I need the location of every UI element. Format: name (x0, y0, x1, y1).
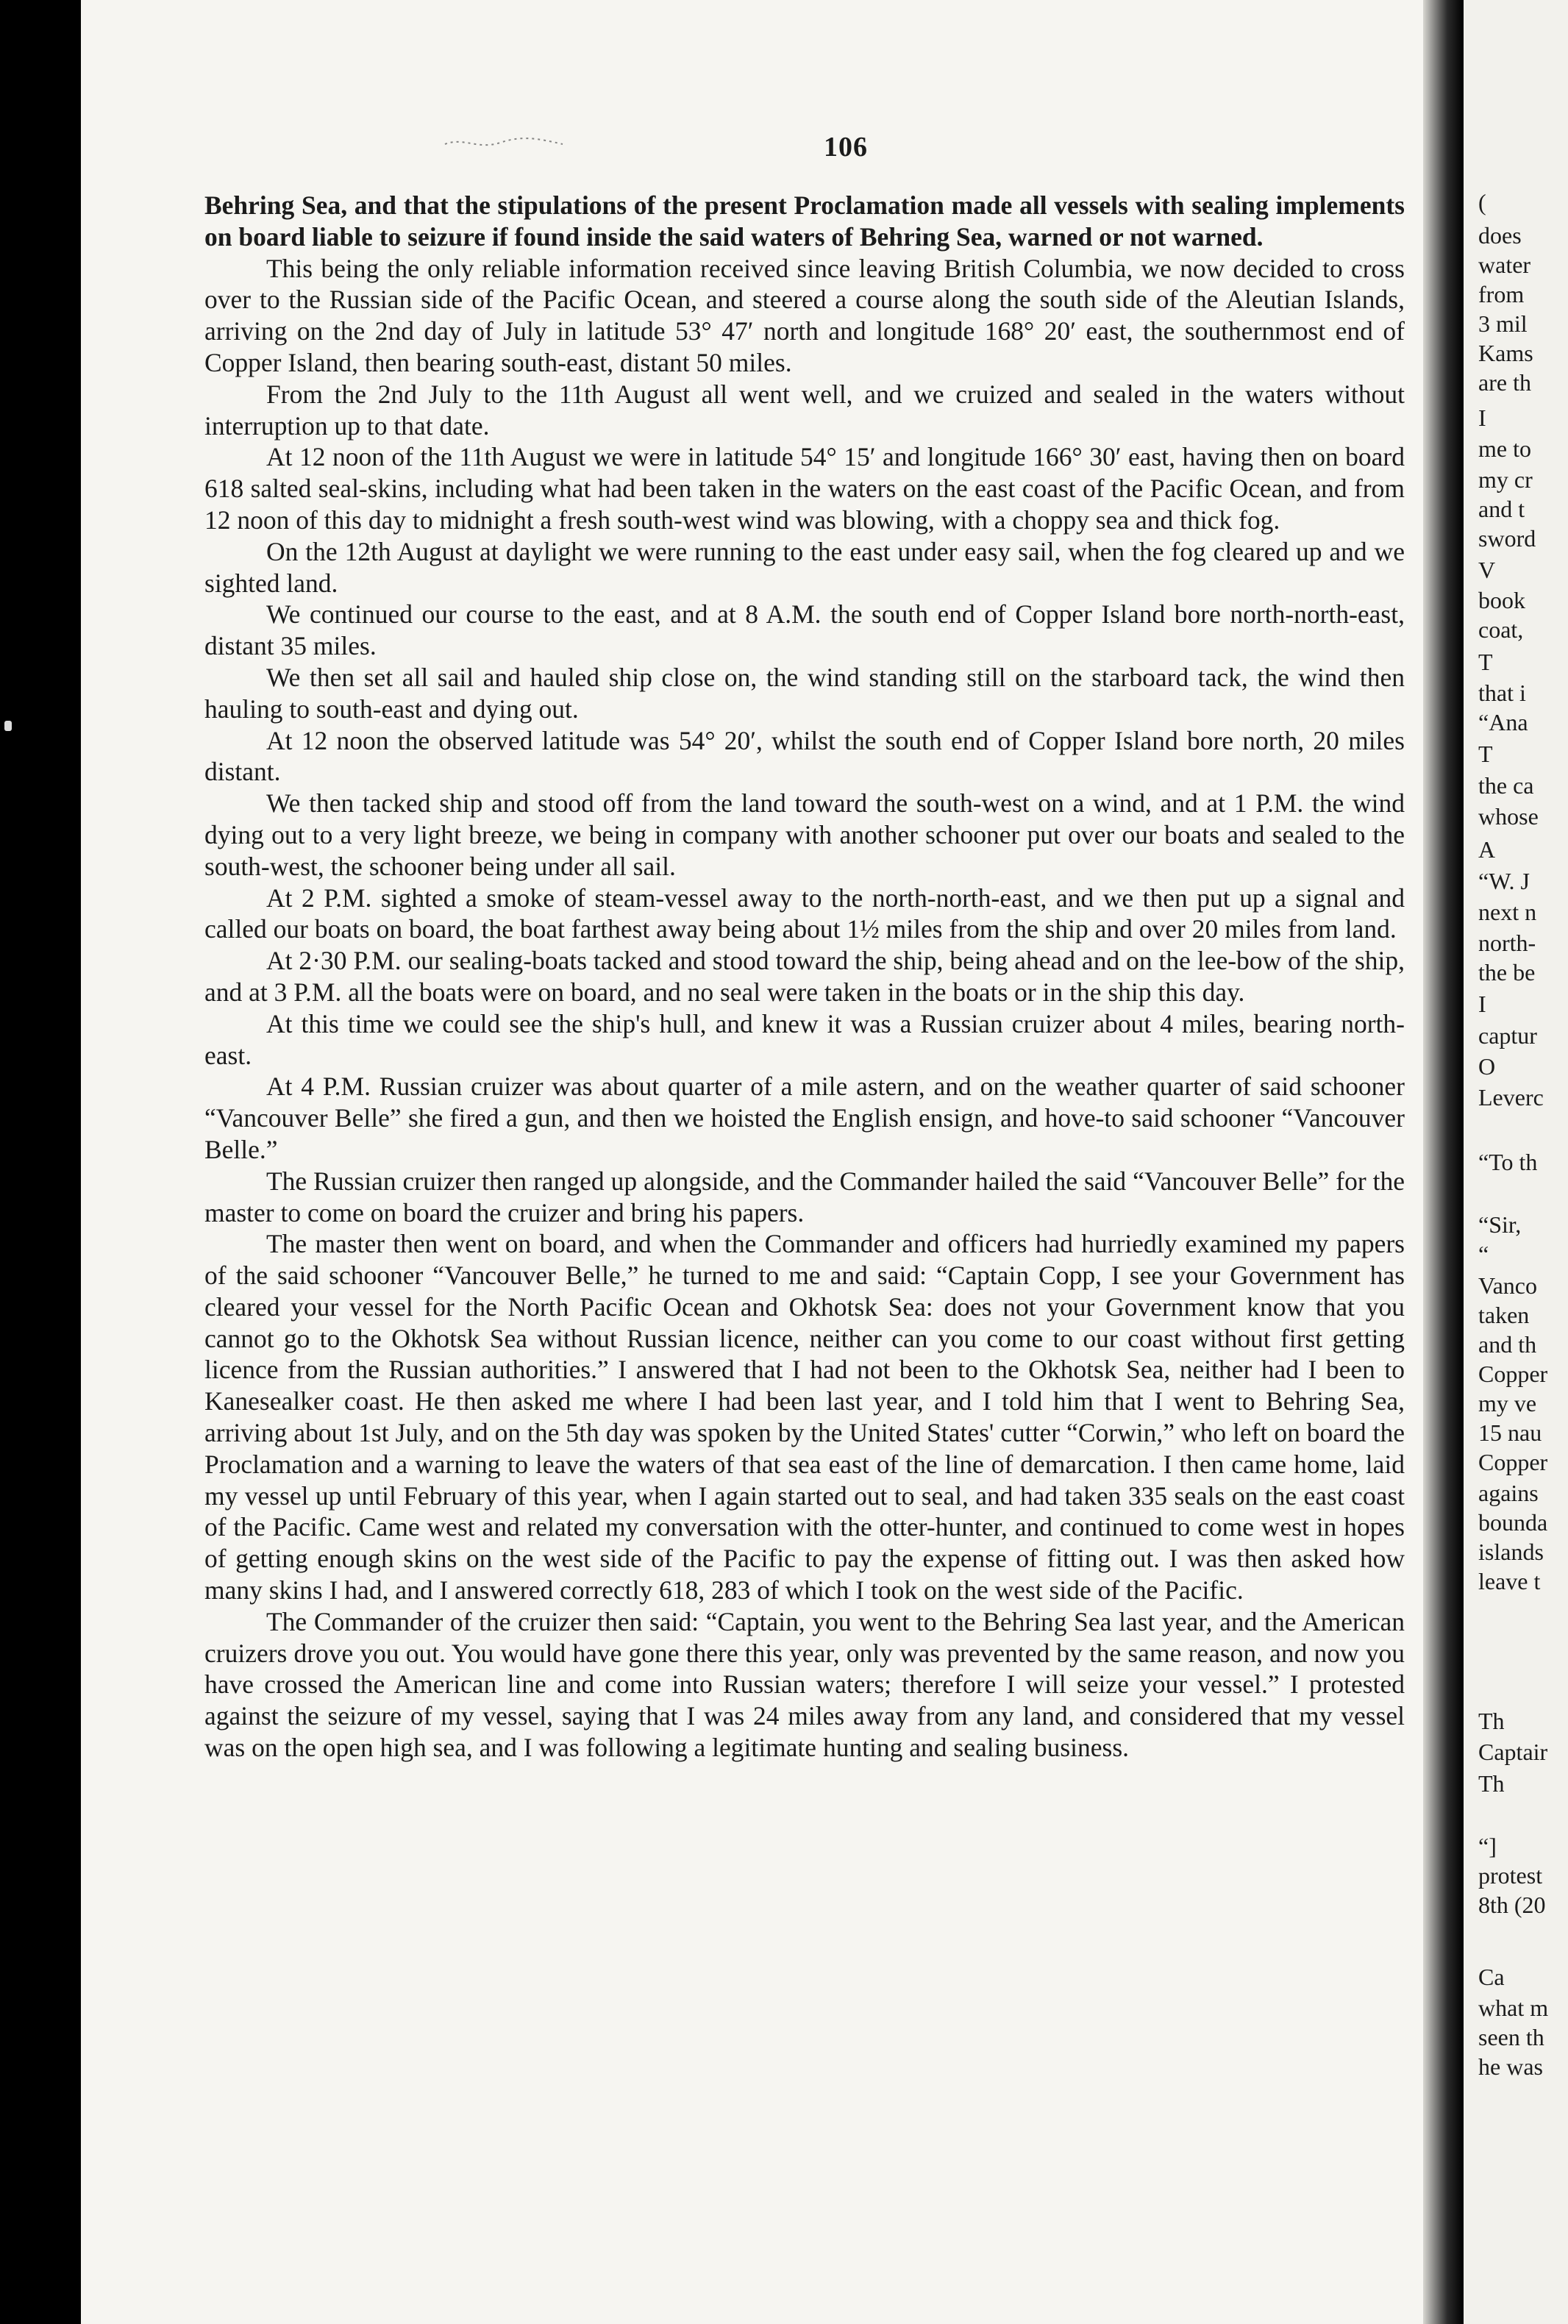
facing-page-line-fragment: A (1478, 836, 1496, 863)
facing-page-line-fragment: and t (1478, 496, 1525, 522)
facing-page-line-fragment: Vanco (1478, 1272, 1537, 1299)
facing-page-line-fragment: Th (1478, 1708, 1505, 1734)
facing-page-line-fragment: 8th (20 (1478, 1892, 1546, 1918)
paragraph: The Commander of the cruizer then said: “Captain, you went to the Behring Sea last year, and the American cruizers drove you out. You would have gone there this year, only was prevented by the same reason, and now you have crossed the American line and come into Russian waters; therefore I will seize your vessel.” I protested against the seizure of my vessel, saying that I was 24 miles away from any land, and considered that my vessel was on the open high sea, and I was following a legitimate hunting and sealing business. (204, 1606, 1405, 1763)
facing-page-line-fragment: islands (1478, 1539, 1544, 1565)
facing-page-line-fragment: me to (1478, 435, 1531, 462)
facing-page-line-fragment: I (1478, 991, 1486, 1017)
facing-page-line-fragment: what m (1478, 1995, 1549, 2021)
facing-page-line-fragment: “W. J (1478, 868, 1530, 894)
facing-page-line-fragment: seen th (1478, 2024, 1544, 2050)
facing-page-line-fragment: whose (1478, 803, 1539, 830)
facing-page-line-fragment: “To th (1478, 1149, 1538, 1175)
facing-page-line-fragment: and th (1478, 1331, 1537, 1358)
facing-page-line-fragment: Copper (1478, 1361, 1548, 1387)
facing-page-line-fragment: T (1478, 741, 1493, 767)
facing-page-line-fragment: Th (1478, 1770, 1505, 1797)
facing-page-line-fragment: my ve (1478, 1390, 1537, 1416)
facing-page-line-fragment: water (1478, 252, 1531, 278)
facing-page-line-fragment: “] (1478, 1833, 1497, 1859)
paragraph: At 4 P.M. Russian cruizer was about quarter of a mile astern, and on the weather quarter of said schooner “Vancouver Belle” she fired a gun, and then we hoisted the English ensign, and hove-to said schooner “Vancouver Belle.” (204, 1072, 1405, 1164)
paragraph: The Russian cruizer then ranged up alongside, and the Commander hailed the said “Vancouver Belle” for the master to come on board the cruizer and bring his papers. (204, 1166, 1405, 1227)
paragraph: This being the only reliable information received since leaving British Columbia, we now decided to cross over to the Russian side of the Pacific Ocean, and steered a course along the south side of the Aleutian Islands, arriving on the 2nd day of July in latitude 53° 47′ north and longitude 168° 20′ east, the southernmost end of Copper Island, then bearing south-east, distant 50 miles. (204, 253, 1405, 377)
paragraph: We continued our course to the east, and at 8 A.M. the south end of Copper Island bore north-north-east, distant 35 miles. (204, 599, 1405, 661)
book-gutter-shadow (1423, 0, 1464, 2324)
facing-page-line-fragment: Captair (1478, 1739, 1548, 1765)
page-edge-mark (4, 721, 12, 731)
facing-page-line-fragment: does (1478, 222, 1522, 249)
facing-page-line-fragment: I (1478, 404, 1486, 431)
facing-page-line-fragment: “Ana (1478, 709, 1528, 735)
facing-page-line-fragment: T (1478, 649, 1493, 675)
facing-page-line-fragment: he was (1478, 2053, 1543, 2080)
facing-page-line-fragment: ( (1478, 189, 1486, 215)
facing-page-line-fragment: book (1478, 587, 1525, 613)
paragraph: At 12 noon the observed latitude was 54° 20′, whilst the south end of Copper Island bore north, 20 miles distant. (204, 725, 1405, 787)
facing-page-line-fragment: O (1478, 1053, 1496, 1080)
facing-page-line-fragment: coat, (1478, 616, 1524, 643)
book-page (81, 0, 1464, 2324)
page-number: 106 (824, 132, 868, 163)
facing-page-line-fragment: my cr (1478, 466, 1533, 493)
facing-page-line-fragment: north- (1478, 930, 1536, 956)
facing-page-line-fragment: sword (1478, 525, 1536, 552)
facing-page-line-fragment: next n (1478, 899, 1537, 925)
facing-page-line-fragment: 15 nau (1478, 1419, 1542, 1446)
facing-page-line-fragment: Ca (1478, 1964, 1505, 1990)
facing-page-line-fragment: the ca (1478, 772, 1534, 799)
paragraph: At this time we could see the ship's hull, and knew it was a Russian cruizer about 4 miles, bearing north-east. (204, 1008, 1405, 1070)
facing-page-line-fragment: Leverc (1478, 1084, 1544, 1111)
body-text (204, 190, 1405, 1764)
facing-page-line-fragment: protest (1478, 1862, 1543, 1889)
paragraph: At 2·30 P.M. our sealing-boats tacked and stood toward the ship, being ahead and on the lee-bow of the ship, and at 3 P.M. all the boats were on board, and no seal were taken in the boats or in the ship this day. (204, 946, 1405, 1007)
paragraph: We then set all sail and hauled ship close on, the wind standing still on the starboard tack, the wind then hauling to south-east and dying out. (204, 662, 1405, 724)
paragraph: At 2 P.M. sighted a smoke of steam-vessel away to the north-north-east, and we then put up a signal and called our boats on board, the boat farthest away being about 1½ miles from the ship and over 20 miles from land. (204, 883, 1405, 944)
paragraph: Behring Sea, and that the stipulations of the present Proclamation made all vessels with sealing implements on board liable to seizure if found inside the said waters of Behring Sea, warned or not warned. (204, 190, 1405, 252)
facing-page-line-fragment: V (1478, 557, 1496, 583)
facing-page-line-fragment: bounda (1478, 1509, 1548, 1536)
facing-page-line-fragment: 3 mil (1478, 310, 1528, 337)
facing-page-line-fragment: agains (1478, 1480, 1539, 1506)
facing-page-line-fragment: the be (1478, 959, 1536, 985)
facing-page-line-fragment: from (1478, 281, 1525, 307)
printer-flourish-ornament (441, 134, 566, 152)
facing-page-line-fragment: are th (1478, 369, 1531, 396)
paragraph: At 12 noon of the 11th August we were in latitude 54° 15′ and longitude 166° 30′ east, having then on board 618 salted seal-skins, including what had been taken in the waters on the east coast of the Pacific Ocean, and from 12 noon of this day to midnight a fresh south-west wind was blowing, with a choppy sea and thick fog. (204, 442, 1405, 535)
paragraph: On the 12th August at daylight we were running to the east under easy sail, when the fog cleared up and we sighted land. (204, 536, 1405, 598)
paragraph: The master then went on board, and when the Commander and officers had hurriedly examined my papers of the said schooner “Vancouver Belle,” he turned to me and said: “Captain Copp, I see your Government has cleared your vessel for the North Pacific Ocean and Okhotsk Sea: does not your Government know that you cannot go to the Okhotsk Sea without Russian licence, neither can you come to our coast without first getting licence from the Russian authorities.” I answered that I had not been to the Okhotsk Sea, neither had I been to Kanesealker coast. He then asked me where I had been last year, and I told him that I went to Behring Sea, arriving about 1st July, and on the 5th day was spoken by the United States' cutter “Corwin,” who left on board the Proclamation and a warning to leave the waters of that sea east of the line of demarcation. I then came home, laid my vessel up until February of this year, when I again started out to seal, and had taken 335 seals on the east coast of the Pacific. Came west and related my conversation with the otter-hunter, and continued to come west in hopes of getting enough skins on the west side of the Pacific to pay the expense of fitting out. I was then asked how many skins I had, and I answered correctly 618, 283 of which I took on the west side of the Pacific. (204, 1229, 1405, 1605)
paragraph: From the 2nd July to the 11th August all went well, and we cruized and sealed in the waters without interruption up to that date. (204, 379, 1405, 441)
facing-page-line-fragment: Copper (1478, 1449, 1548, 1475)
facing-page-line-fragment: Kams (1478, 340, 1533, 366)
facing-page-line-fragment: “Sir, (1478, 1211, 1522, 1238)
paragraph: We then tacked ship and stood off from the land toward the south-west on a wind, and at 1 P.M. the wind dying out to a very light breeze, we being in company with another schooner put over our boats and sealed to the south-west, the schooner being under all sail. (204, 788, 1405, 881)
facing-page-line-fragment: “ (1478, 1241, 1489, 1267)
facing-page-line-fragment: taken (1478, 1302, 1530, 1328)
facing-page-line-fragment: leave t (1478, 1568, 1541, 1594)
facing-page-line-fragment: that i (1478, 680, 1526, 706)
facing-page-line-fragment: captur (1478, 1022, 1537, 1049)
